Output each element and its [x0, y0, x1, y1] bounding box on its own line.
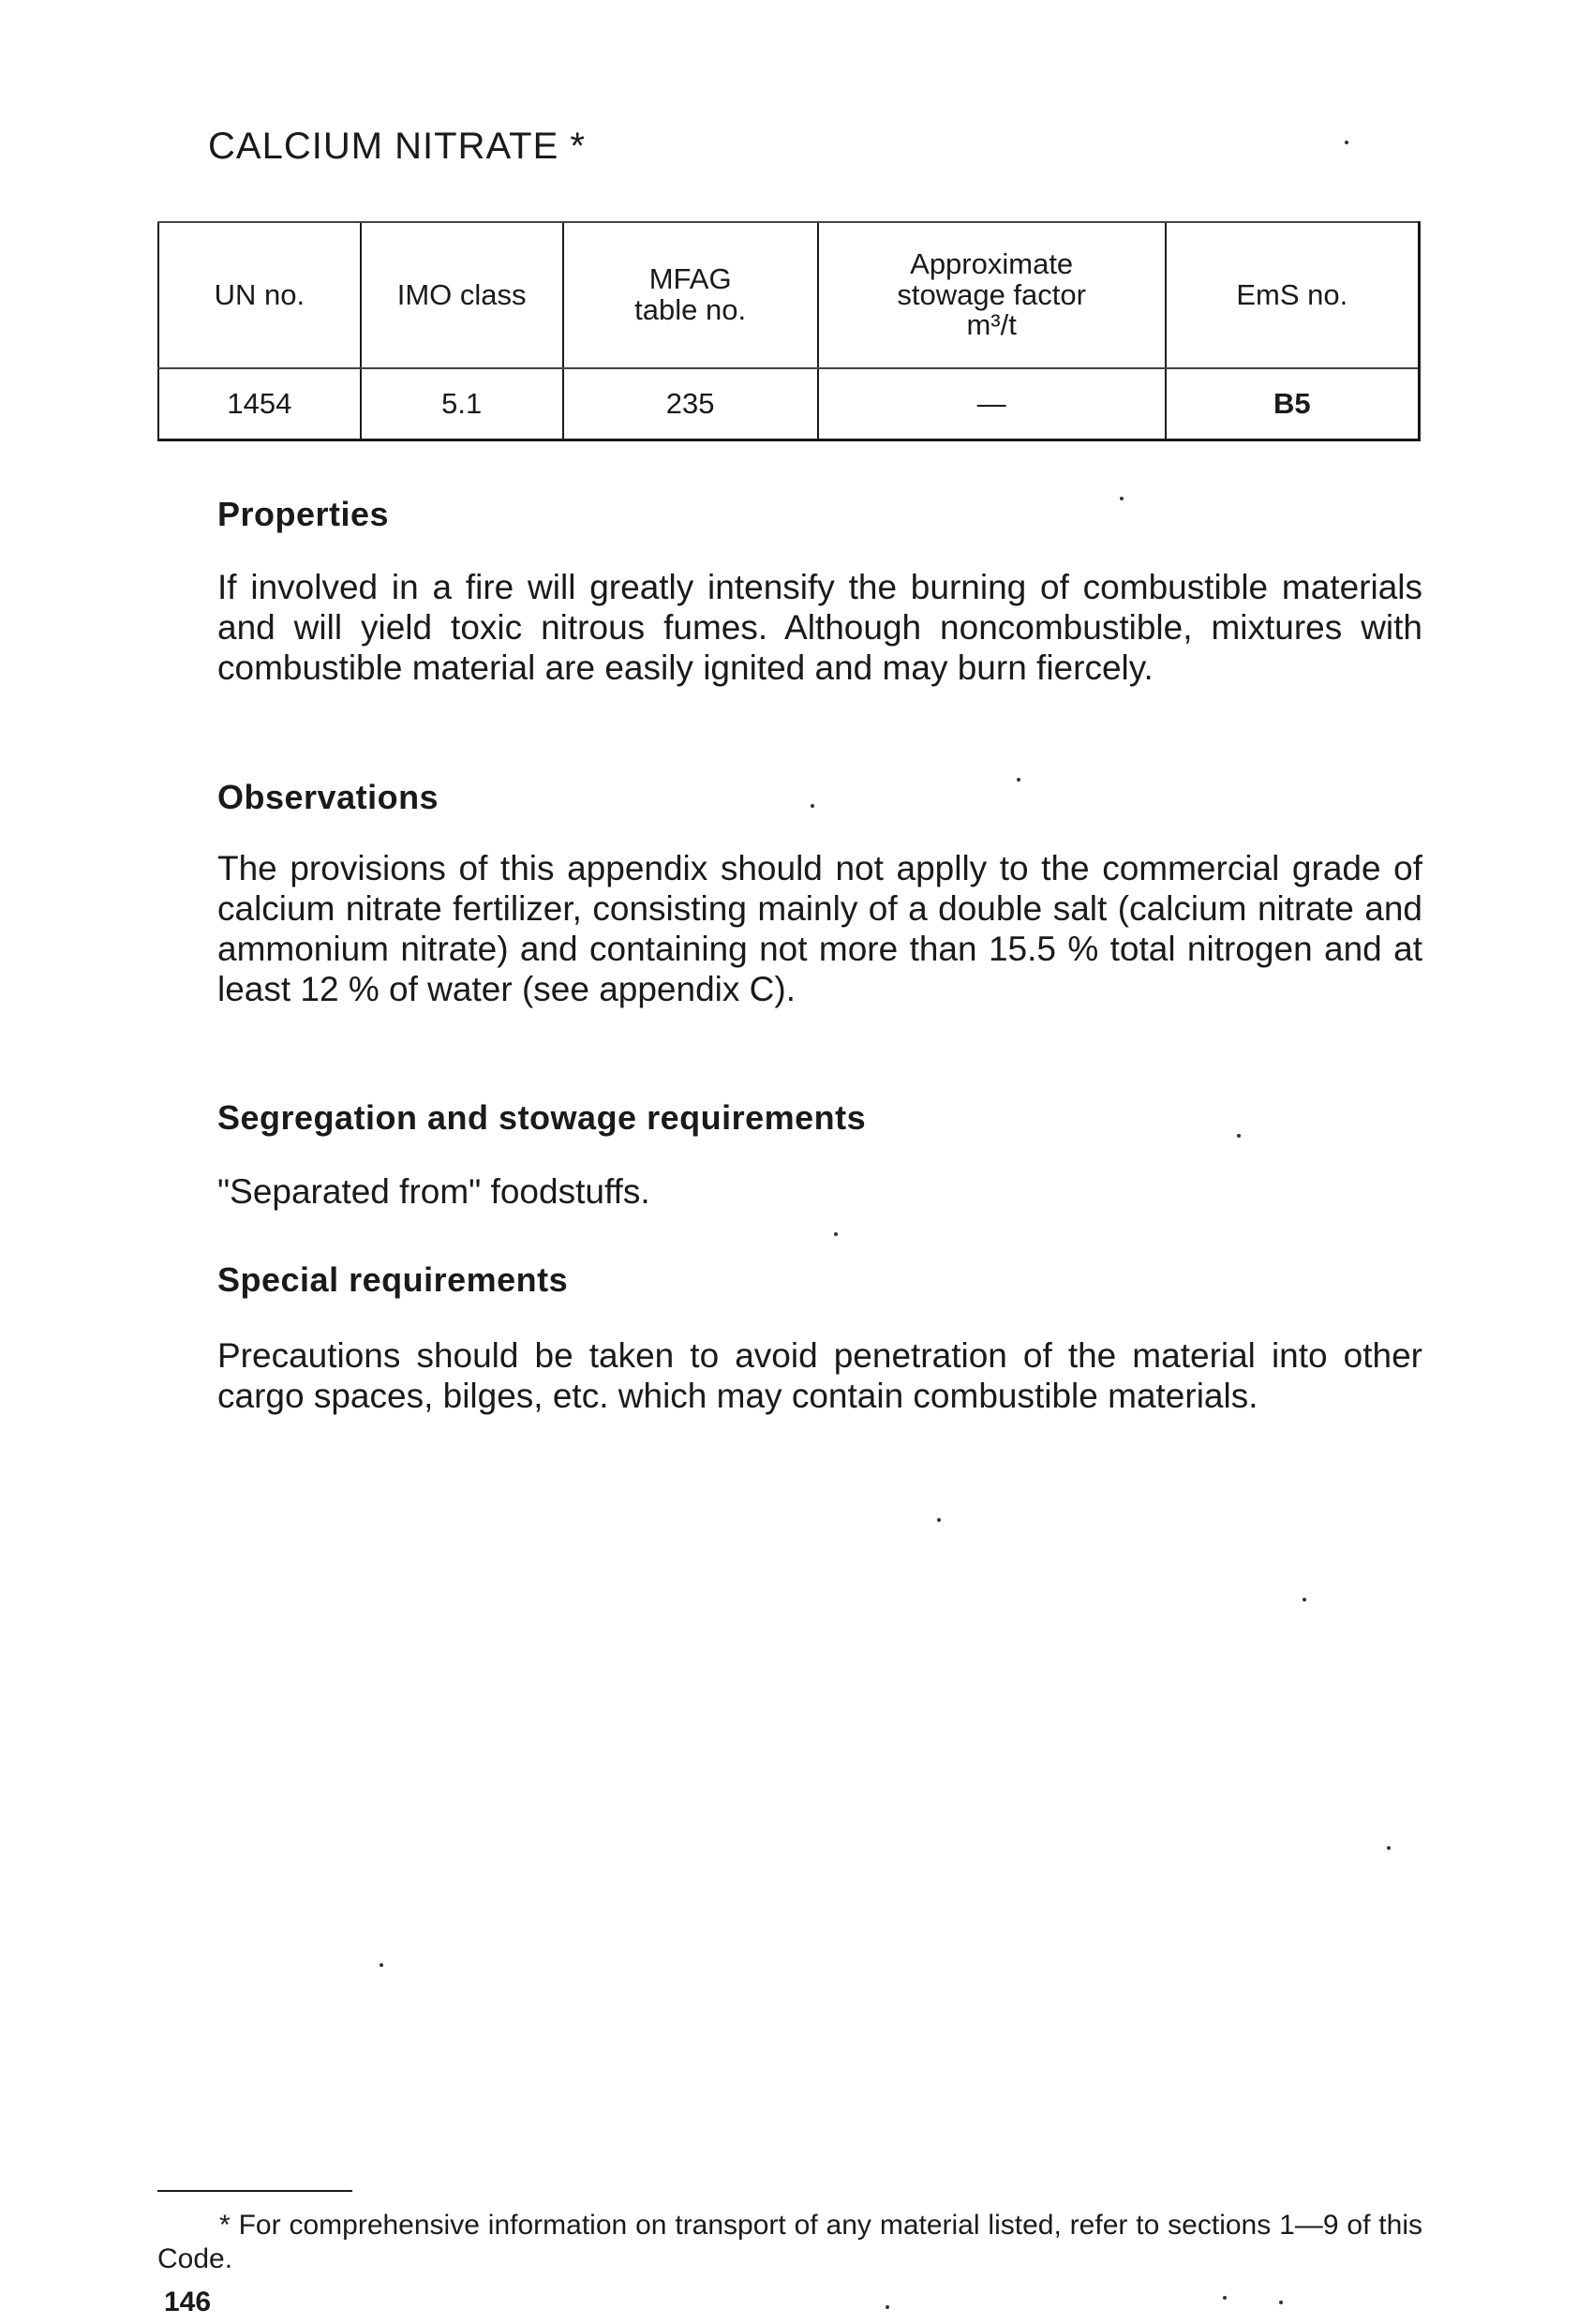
header-mfag-table [563, 222, 818, 368]
footnote: * For comprehensive information on transport of any material listed, refer to sections 1—9 of this Code. [157, 2210, 1422, 2274]
scan-speck [380, 1963, 383, 1967]
scan-speck [811, 804, 814, 808]
header-ems-no: EmS no. [1166, 222, 1420, 368]
scan-speck [1345, 141, 1348, 144]
properties-heading: Properties [217, 495, 390, 533]
scan-speck [1237, 1134, 1241, 1138]
special-requirements-heading: Special requirements [217, 1260, 569, 1299]
scan-speck [1279, 2301, 1283, 2304]
scan-speck [1223, 2296, 1227, 2300]
footnote-divider [157, 2190, 352, 2192]
scan-speck [1387, 1846, 1391, 1850]
segregation-text: "Separated from" foodstuffs. [217, 1172, 650, 1211]
observations-heading: Observations [217, 778, 439, 816]
special-requirements-text: Precautions should be taken to avoid penetration of the material into other cargo spaces, bilges, etc. which may contain combustible materials. [217, 1336, 1422, 1415]
cell-un-no: 1454 [158, 368, 361, 440]
table-header-row [158, 222, 1420, 368]
cargo-info-table [157, 221, 1421, 441]
page-title: CALCIUM NITRATE * [208, 126, 586, 167]
observations-text: The provisions of this appendix should not applly to the commercial grade of calcium nitrate fertilizer, consisting mainly of a double salt (calcium nitrate and ammonium nitrate) and containing not more than 15.5 % total nitrogen and at least 12 % of water (see appendix C). [217, 849, 1422, 1008]
scan-speck [937, 1518, 941, 1522]
cell-stowage-factor: — [818, 368, 1166, 440]
scan-speck [1017, 778, 1020, 782]
table-row [158, 368, 1420, 440]
header-imo-class: IMO class [361, 222, 563, 368]
cell-imo-class: 5.1 [361, 368, 563, 440]
header-stowage-line1: Approximate [910, 247, 1074, 281]
scan-speck [1303, 1598, 1306, 1601]
header-mfag-line1: MFAG [648, 262, 732, 296]
scan-speck [886, 2305, 889, 2309]
scan-speck [834, 1232, 838, 1236]
page-number: 146 [164, 2287, 212, 2317]
segregation-heading: Segregation and stowage requirements [217, 1098, 867, 1137]
cell-ems-no: B5 [1166, 368, 1420, 440]
header-un-no: UN no. [158, 222, 361, 368]
header-stowage-line3: m³/t [966, 308, 1017, 342]
properties-text: If involved in a fire will greatly intensify the burning of combustible materials and will yield toxic nitrous fumes. Although noncombustible, mixtures with combustible material are easily ignited and may burn fiercely. [217, 568, 1422, 687]
scan-speck [1120, 497, 1124, 500]
header-stowage-line2: stowage factor [897, 277, 1086, 311]
header-mfag-line2: table no. [634, 293, 747, 326]
cell-mfag-table: 235 [563, 368, 818, 440]
header-stowage-factor [818, 222, 1166, 368]
